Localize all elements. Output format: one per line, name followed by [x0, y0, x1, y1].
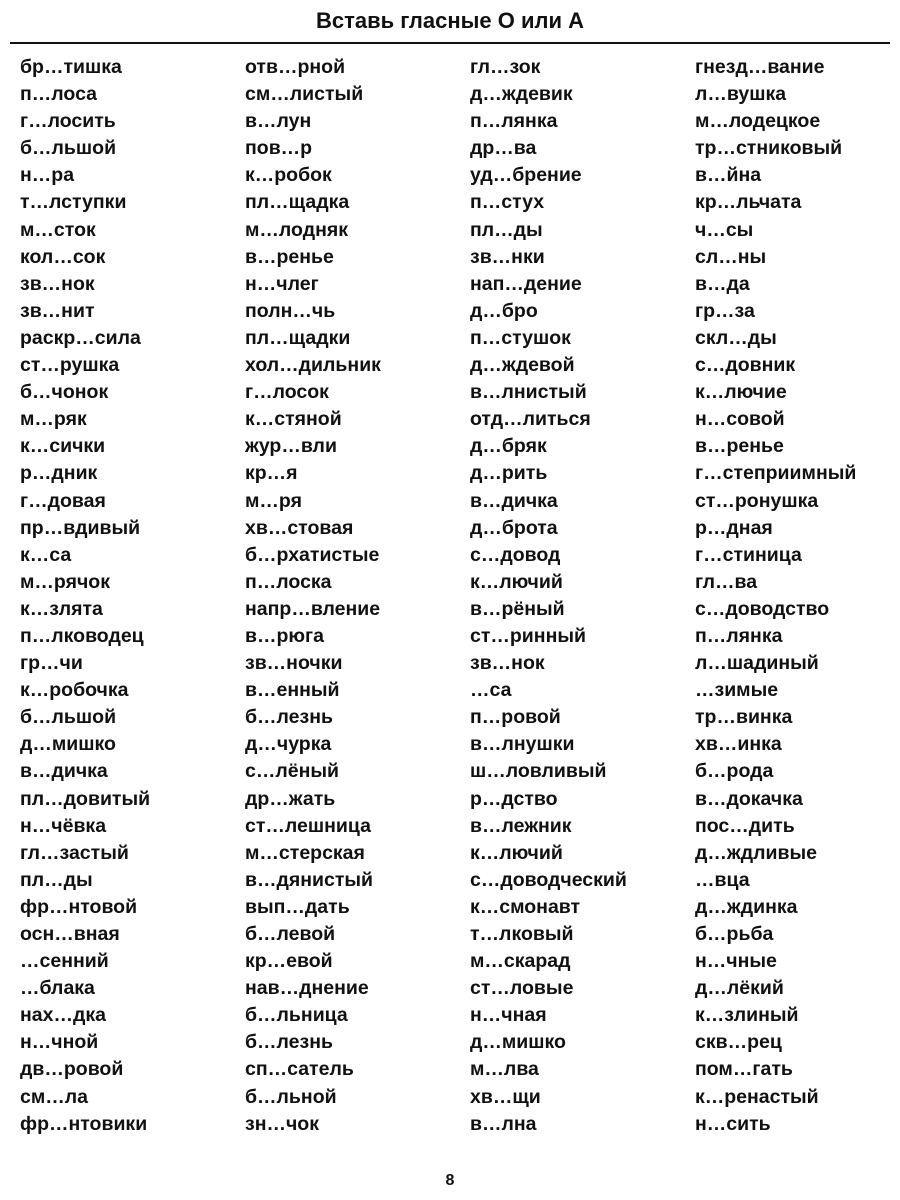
word-column-1	[20, 54, 245, 1138]
word-item: м…ряк	[20, 408, 87, 431]
word-item: хв…стовая	[245, 516, 354, 539]
word-item: в…дичка	[470, 489, 558, 512]
word-item: к…са	[20, 543, 72, 566]
word-item: пос…дить	[695, 814, 795, 837]
word-item: гр…чи	[20, 652, 83, 675]
word-item: д…ждевой	[470, 354, 575, 377]
word-column-3	[470, 54, 695, 1138]
word-item: зв…ночки	[245, 652, 343, 675]
word-item: хв…инка	[695, 733, 782, 756]
word-item: д…ждинка	[695, 895, 798, 918]
word-item: пл…ды	[470, 218, 543, 241]
word-item: ш…ловливый	[470, 760, 607, 783]
word-item: бр…тишка	[20, 56, 122, 78]
word-item: тр…стниковый	[695, 137, 843, 160]
word-item: фр…нтовики	[20, 1112, 148, 1135]
word-item: д…лёкий	[695, 977, 784, 1000]
word-item: к…сички	[20, 435, 106, 458]
word-item: раскр…сила	[20, 326, 141, 349]
word-item: к…злята	[20, 597, 103, 620]
word-item: пр…вдивый	[20, 516, 141, 539]
word-item: в…йна	[695, 164, 762, 187]
word-item: ст…ринный	[470, 624, 586, 647]
title-rule	[10, 42, 890, 44]
word-item: дв…ровой	[20, 1058, 124, 1081]
word-item: в…дянистый	[245, 868, 374, 891]
word-item: п…лоса	[20, 83, 97, 106]
word-item: к…лючий	[470, 841, 563, 864]
word-item: в…енный	[245, 679, 340, 702]
word-item: пов…р	[245, 137, 313, 160]
word-item: кол…сок	[20, 245, 106, 268]
word-item: м…ря	[245, 489, 302, 512]
word-item: скв…рец	[695, 1031, 782, 1054]
word-item: …зимые	[695, 679, 779, 702]
word-item: к…робок	[245, 164, 332, 187]
word-item: т…лковый	[470, 923, 574, 945]
word-item: к…лючие	[695, 381, 787, 404]
word-item: г…лосить	[20, 110, 116, 133]
word-item: д…бряк	[470, 435, 547, 458]
word-item: б…рода	[695, 760, 774, 783]
word-item: зв…нок	[20, 272, 95, 295]
word-item: л…вушка	[695, 83, 787, 106]
word-item: кр…евой	[245, 950, 333, 973]
word-item: в…ренье	[695, 435, 784, 458]
word-item: м…лодняк	[245, 218, 349, 241]
word-item: в…лнистый	[470, 381, 587, 404]
word-item: хв…щи	[470, 1085, 541, 1108]
word-item: б…льной	[245, 1085, 337, 1108]
word-item: отд…литься	[470, 408, 591, 431]
word-item: п…лянка	[695, 624, 783, 647]
word-item: гл…зок	[470, 56, 541, 78]
word-item: м…скарад	[470, 950, 571, 973]
word-item: кр…я	[245, 462, 298, 485]
word-item: напр…вление	[245, 597, 381, 620]
word-item: н…совой	[695, 408, 785, 431]
word-item: р…дник	[20, 462, 98, 485]
word-item: пл…щадка	[245, 191, 350, 214]
word-item: н…чной	[20, 1031, 99, 1054]
word-item: д…чурка	[245, 733, 332, 756]
word-item: д…бро	[470, 299, 538, 322]
word-item: зв…нит	[20, 299, 95, 322]
word-item: нах…дка	[20, 1004, 106, 1027]
word-item: д…мишко	[20, 733, 116, 756]
word-item: …вца	[695, 868, 750, 891]
word-item: к…смонавт	[470, 895, 581, 918]
word-item: в…ренье	[245, 245, 334, 268]
word-item: б…льница	[245, 1004, 348, 1027]
word-item: д…брота	[470, 516, 558, 539]
word-item: в…дичка	[20, 760, 108, 783]
word-item: н…чёвка	[20, 814, 107, 837]
word-item: п…ровой	[470, 706, 561, 729]
word-column-2	[245, 54, 470, 1138]
word-item: с…лёный	[245, 760, 339, 783]
word-item: м…лодецкое	[695, 110, 821, 133]
word-column-4	[695, 54, 890, 1138]
word-item: вып…дать	[245, 895, 350, 918]
word-item: б…левой	[245, 923, 336, 945]
word-item: д…ждливые	[695, 841, 817, 864]
word-item: н…члег	[245, 272, 319, 295]
word-item: к…ренастый	[695, 1085, 819, 1108]
word-item: осн…вная	[20, 923, 120, 945]
word-item: р…дство	[470, 787, 558, 810]
word-item: ст…ронушка	[695, 489, 819, 512]
word-item: пл…ды	[20, 868, 93, 891]
word-item: ст…ловые	[470, 977, 574, 1000]
word-item: р…дная	[695, 516, 773, 539]
word-item: к…злиный	[695, 1004, 799, 1027]
word-item: гнезд…вание	[695, 56, 825, 78]
word-item: с…доводческий	[470, 868, 627, 891]
word-item: др…ва	[470, 137, 537, 160]
word-item: см…ла	[20, 1085, 89, 1108]
word-item: б…льшой	[20, 706, 117, 729]
word-item: п…стушок	[470, 326, 571, 349]
word-item: зв…нок	[470, 652, 545, 675]
word-item: п…стух	[470, 191, 545, 214]
word-item: фр…нтовой	[20, 895, 138, 918]
word-item: …са	[470, 679, 512, 702]
word-item: …сенний	[20, 950, 109, 973]
word-item: м…лва	[470, 1058, 539, 1081]
word-item: нав…днение	[245, 977, 369, 1000]
word-item: ст…рушка	[20, 354, 120, 377]
word-item: сл…ны	[695, 245, 767, 268]
word-item: с…довник	[695, 354, 796, 377]
word-item: в…докачка	[695, 787, 803, 810]
word-item: б…льшой	[20, 137, 117, 160]
word-item: г…лосок	[245, 381, 329, 404]
word-item: гр…за	[695, 299, 755, 322]
word-item: б…чонок	[20, 381, 109, 404]
word-item: т…лступки	[20, 191, 127, 214]
word-item: н…сить	[695, 1112, 771, 1135]
word-item: н…ра	[20, 164, 75, 187]
word-item: скл…ды	[695, 326, 777, 349]
word-item: гл…застый	[20, 841, 129, 864]
word-item: м…сток	[20, 218, 96, 241]
word-item: с…доводство	[695, 597, 830, 620]
word-item: б…лезнь	[245, 1031, 333, 1054]
word-item: полн…чь	[245, 299, 336, 322]
word-item: с…довод	[470, 543, 561, 566]
word-item: пом…гать	[695, 1058, 793, 1081]
word-item: см…листый	[245, 83, 364, 106]
word-item: к…стяной	[245, 408, 342, 431]
word-item: в…лнушки	[470, 733, 575, 756]
word-item: к…лючий	[470, 570, 563, 593]
word-item: п…лянка	[470, 110, 558, 133]
word-item: б…лезнь	[245, 706, 333, 729]
word-item: л…шадиный	[695, 652, 819, 675]
word-item: ч…сы	[695, 218, 754, 241]
word-item: …блака	[20, 977, 95, 1000]
word-item: кр…льчата	[695, 191, 802, 214]
word-item: зв…нки	[470, 245, 545, 268]
word-item: г…степриимный	[695, 462, 857, 485]
page-number: 8	[445, 1172, 455, 1189]
word-item: нап…дение	[470, 272, 582, 295]
word-item: н…чная	[470, 1004, 547, 1027]
word-item: в…лна	[470, 1112, 537, 1135]
word-item: пл…щадки	[245, 326, 351, 349]
word-item: к…робочка	[20, 679, 129, 702]
word-item: тр…винка	[695, 706, 793, 729]
word-item: др…жать	[245, 787, 336, 810]
word-item: пл…довитый	[20, 787, 151, 810]
word-item: в…лежник	[470, 814, 572, 837]
word-item: м…стерская	[245, 841, 365, 864]
word-columns	[20, 54, 890, 1138]
word-item: м…рячок	[20, 570, 110, 593]
word-item: г…стиница	[695, 543, 802, 566]
word-item: д…рить	[470, 462, 548, 485]
word-item: хол…дильник	[245, 354, 381, 377]
word-item: жур…вли	[245, 435, 337, 458]
word-item: в…рюга	[245, 624, 325, 647]
word-item: н…чные	[695, 950, 777, 973]
word-item: г…довая	[20, 489, 106, 512]
word-item: отв…рной	[245, 56, 346, 78]
word-item: ст…лешница	[245, 814, 371, 837]
word-item: б…рьба	[695, 923, 774, 945]
word-item: сп…сатель	[245, 1058, 354, 1081]
word-item: д…ждевик	[470, 83, 573, 106]
word-item: п…лководец	[20, 624, 144, 647]
word-item: б…рхатистые	[245, 543, 380, 566]
word-item: в…рёный	[470, 597, 565, 620]
word-item: п…лоска	[245, 570, 332, 593]
word-item: в…лун	[245, 110, 312, 133]
word-item: д…мишко	[470, 1031, 566, 1054]
word-item: уд…брение	[470, 164, 582, 187]
word-item: в…да	[695, 272, 750, 295]
page-title: Вставь гласные О или А	[315, 8, 585, 33]
word-item: зн…чок	[245, 1112, 319, 1135]
word-item: гл…ва	[695, 570, 758, 593]
